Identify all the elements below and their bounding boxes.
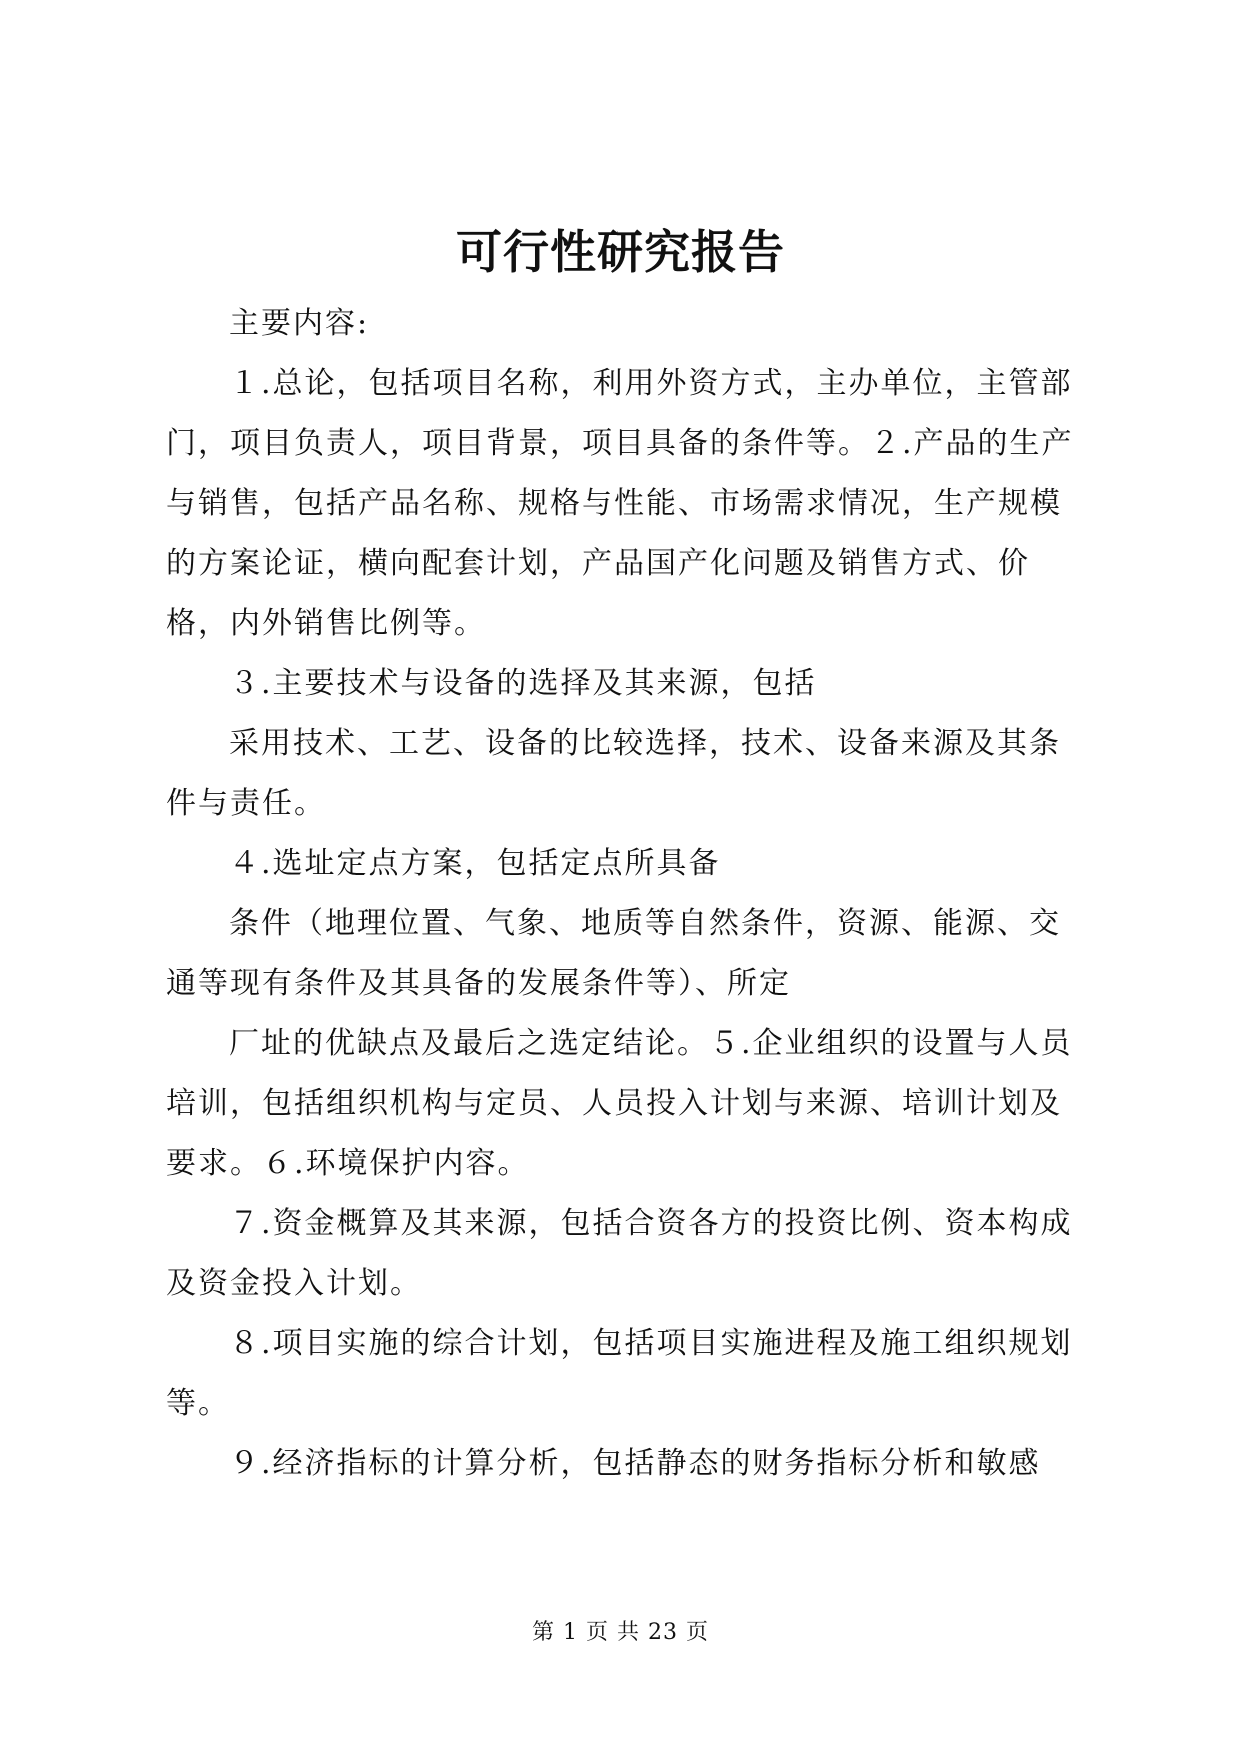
paragraph-item-3: ３.主要技术与设备的选择及其来源，包括 xyxy=(229,666,817,701)
paragraph-item-9: ９.经济指标的计算分析，包括静态的财务指标分析和敏感 xyxy=(229,1446,1041,1481)
paragraph-item-4-5-6: 厂址的优缺点及最后之选定结论。５.企业组织的设置与人员培训，包括组织机构与定员、人员投入计划与来源、培训计划及要求。６.环境保护内容。 xyxy=(166,1026,1073,1181)
page-title: 可行性研究报告 xyxy=(456,225,785,279)
page-number-footer: 第 1 页 共 23 页 xyxy=(532,1620,709,1645)
paragraph-main-content: 主要内容: xyxy=(229,306,370,341)
paragraph-item-4: ４.选址定点方案，包括定点所具备 xyxy=(229,846,721,881)
paragraph-item-8: ８.项目实施的综合计划，包括项目实施进程及施工组织规划等。 xyxy=(166,1326,1073,1421)
paragraph-item-7: ７.资金概算及其来源，包括合资各方的投资比例、资本构成及资金投入计划。 xyxy=(166,1206,1073,1301)
paragraph-item-3-cont: 采用技术、工艺、设备的比较选择，技术、设备来源及其条件与责任。 xyxy=(166,726,1061,821)
paragraph-item-1-2: １.总论，包括项目名称，利用外资方式，主办单位，主管部门，项目负责人，项目背景，项目具备的条件等。２.产品的生产与销售，包括产品名称、规格与性能、市场需求情况，生产规模的方案论证，横向配套计划，产品国产化问题及销售方式、价格，内外销售比例等。 xyxy=(166,366,1074,641)
document-body xyxy=(166,294,1086,1494)
paragraph-item-4-cont: 条件（地理位置、气象、地质等自然条件，资源、能源、交通等现有条件及其具备的发展条件等）、所定 xyxy=(166,906,1061,1001)
